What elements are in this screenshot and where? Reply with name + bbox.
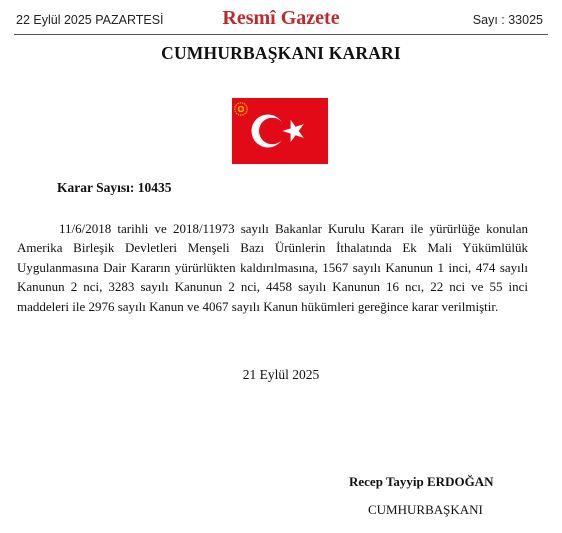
decision-date: 21 Eylül 2025 [242, 367, 320, 382]
decision-body: 11/6/2018 tarihli ve 2018/11973 sayılı Bakanlar Kurulu Kararı ile yürürlüğe konulan Amerika Birleşik Devletleri Menşeli Bazı Ürünlerin İthalatında Ek Mali Yükümlülük Uygulanmasına Dair Kararın yürürlükten kaldırılmasına, 1567 sayılı Kanunun 1 inci, 474 sayılı Kanunun 2 nci, 3283 sayılı Kanunun 2 nci, 4458 sayılı Kanunun 16 ncı, 22 nci ve 55 inci maddeleri ile 2976 sayılı Kanun ve 4067 sayılı Kanun hükümleri gereğince karar verilmiştir. [17, 221, 528, 314]
signer-name: Recep Tayyip ERDOĞAN [349, 474, 494, 489]
header-date: 22 Eylül 2025 PAZARTESİ [16, 13, 164, 27]
header-divider [14, 34, 548, 35]
signer-title: CUMHURBAŞKANI [368, 502, 483, 517]
document-title: CUMHURBAŞKANI KARARI [161, 43, 401, 63]
issue-number: Sayı : 33025 [472, 13, 543, 27]
flag-crescent-inner [259, 118, 285, 144]
masthead-title: Resmî Gazete [222, 7, 340, 29]
turkish-flag-icon [232, 98, 328, 164]
decision-number: Karar Sayısı: 10435 [57, 180, 172, 195]
